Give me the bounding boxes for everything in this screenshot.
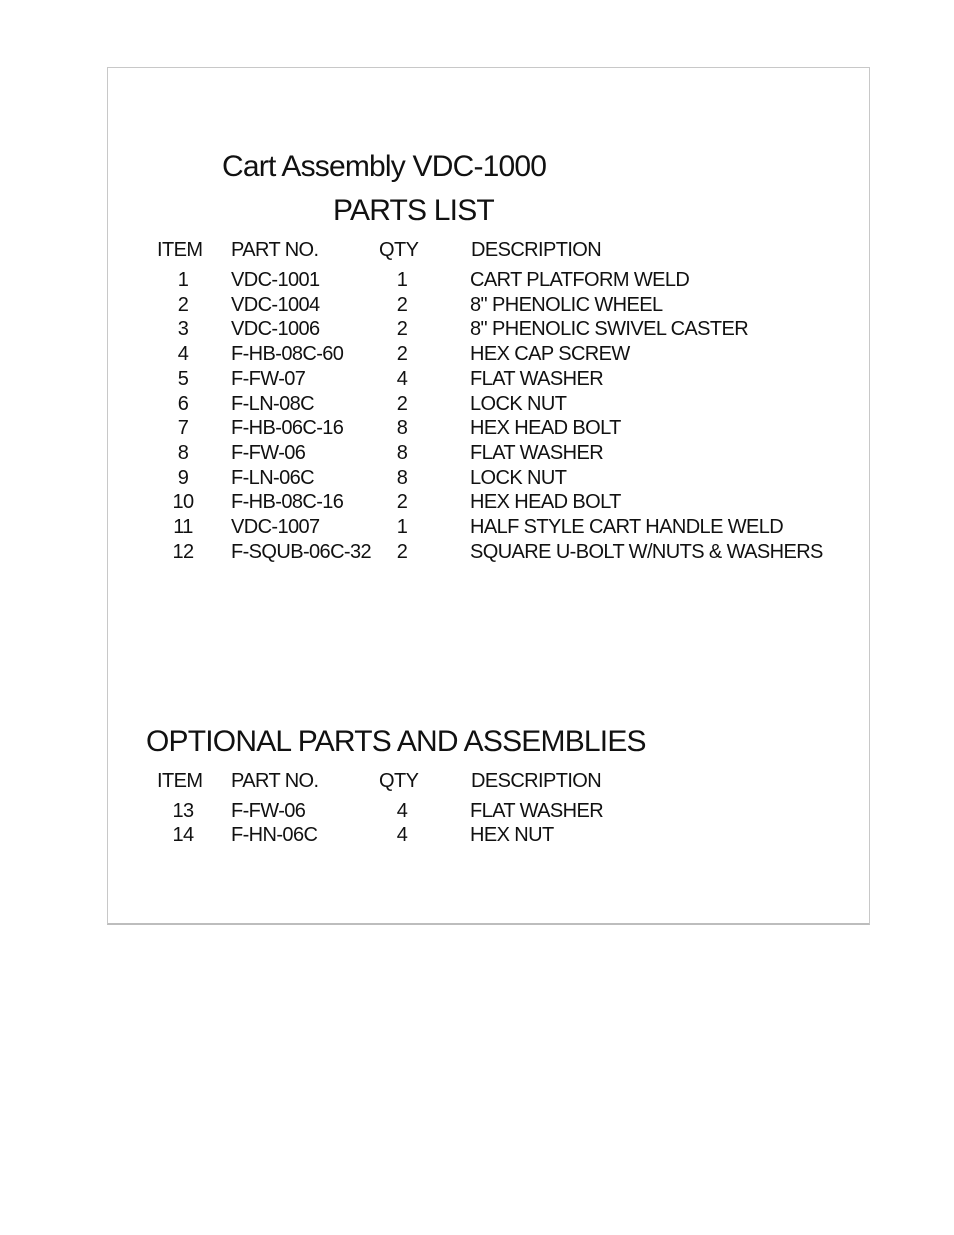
qty-cell: 1	[396, 269, 408, 291]
qty-cell: 4	[396, 800, 408, 822]
qty-cell: 8	[396, 417, 408, 440]
part-number-cell: F-SQUB-06C-32	[231, 540, 372, 563]
description-cell: LOCK NUT	[470, 466, 567, 489]
item-cell: 3	[177, 318, 189, 341]
description-cell: 8" PHENOLIC WHEEL	[470, 293, 663, 316]
item-cell: 9	[177, 466, 189, 489]
drawing-sheet	[107, 67, 870, 925]
qty-cell: 1	[396, 516, 408, 538]
part-number-cell: F-FW-06	[231, 441, 306, 464]
item-header: ITEM	[157, 239, 203, 261]
part-number-cell: F-HB-08C-16	[231, 491, 344, 514]
description-cell: HEX HEAD BOLT	[470, 491, 621, 514]
part-number-cell: F-HB-08C-60	[231, 343, 344, 366]
qty-cell: 2	[396, 491, 408, 514]
part-number-cell: F-LN-08C	[231, 392, 314, 415]
item-header: ITEM	[157, 770, 203, 792]
item-cell: 11	[173, 516, 193, 538]
item-cell: 6	[177, 392, 189, 415]
item-cell: 1	[177, 269, 189, 291]
description-cell: HEX CAP SCREW	[470, 343, 630, 366]
qty-cell: 8	[396, 466, 408, 489]
qty-cell: 4	[396, 824, 408, 846]
qty-cell: 2	[396, 293, 408, 316]
description-header: DESCRIPTION	[471, 770, 602, 792]
item-cell: 4	[177, 343, 189, 366]
item-cell: 10	[172, 491, 194, 514]
qty-cell: 2	[396, 392, 408, 415]
qty-header: QTY	[379, 239, 419, 261]
part-number-header: PART NO.	[231, 239, 319, 261]
part-number-cell: F-FW-07	[231, 367, 306, 390]
description-cell: HEX NUT	[470, 824, 554, 846]
item-cell: 2	[177, 293, 189, 316]
description-header: DESCRIPTION	[471, 239, 602, 261]
item-cell: 7	[177, 417, 189, 440]
description-cell: HEX HEAD BOLT	[470, 417, 621, 440]
optional-parts-heading: OPTIONAL PARTS AND ASSEMBLIES	[146, 725, 646, 758]
qty-cell: 2	[396, 540, 408, 563]
qty-header: QTY	[379, 770, 419, 792]
description-cell: FLAT WASHER	[470, 367, 604, 390]
description-cell: FLAT WASHER	[470, 441, 604, 464]
description-cell: HALF STYLE CART HANDLE WELD	[470, 516, 784, 538]
item-cell: 5	[177, 367, 189, 390]
description-cell: CART PLATFORM WELD	[470, 269, 690, 291]
description-cell: FLAT WASHER	[470, 800, 604, 822]
description-cell: SQUARE U-BOLT W/NUTS & WASHERS	[470, 540, 823, 563]
part-number-cell: VDC-1001	[231, 269, 320, 291]
qty-cell: 4	[396, 367, 408, 390]
item-cell: 12	[172, 540, 194, 563]
part-number-cell: F-HN-06C	[231, 824, 318, 846]
item-cell: 14	[172, 824, 194, 846]
parts-list-heading: PARTS LIST	[333, 194, 494, 227]
qty-cell: 2	[396, 343, 408, 366]
part-number-cell: F-LN-06C	[231, 466, 314, 489]
item-cell: 8	[177, 441, 189, 464]
description-cell: LOCK NUT	[470, 392, 567, 415]
part-number-cell: F-HB-06C-16	[231, 417, 344, 440]
qty-cell: 2	[396, 318, 408, 341]
part-number-cell: VDC-1007	[231, 516, 320, 538]
part-number-cell: VDC-1004	[231, 293, 320, 316]
part-number-cell: F-FW-06	[231, 800, 306, 822]
qty-cell: 8	[396, 441, 408, 464]
part-number-cell: VDC-1006	[231, 318, 320, 341]
description-cell: 8" PHENOLIC SWIVEL CASTER	[470, 318, 749, 341]
part-number-header: PART NO.	[231, 770, 319, 792]
item-cell: 13	[172, 800, 194, 822]
document-title: Cart Assembly VDC-1000	[222, 150, 547, 183]
